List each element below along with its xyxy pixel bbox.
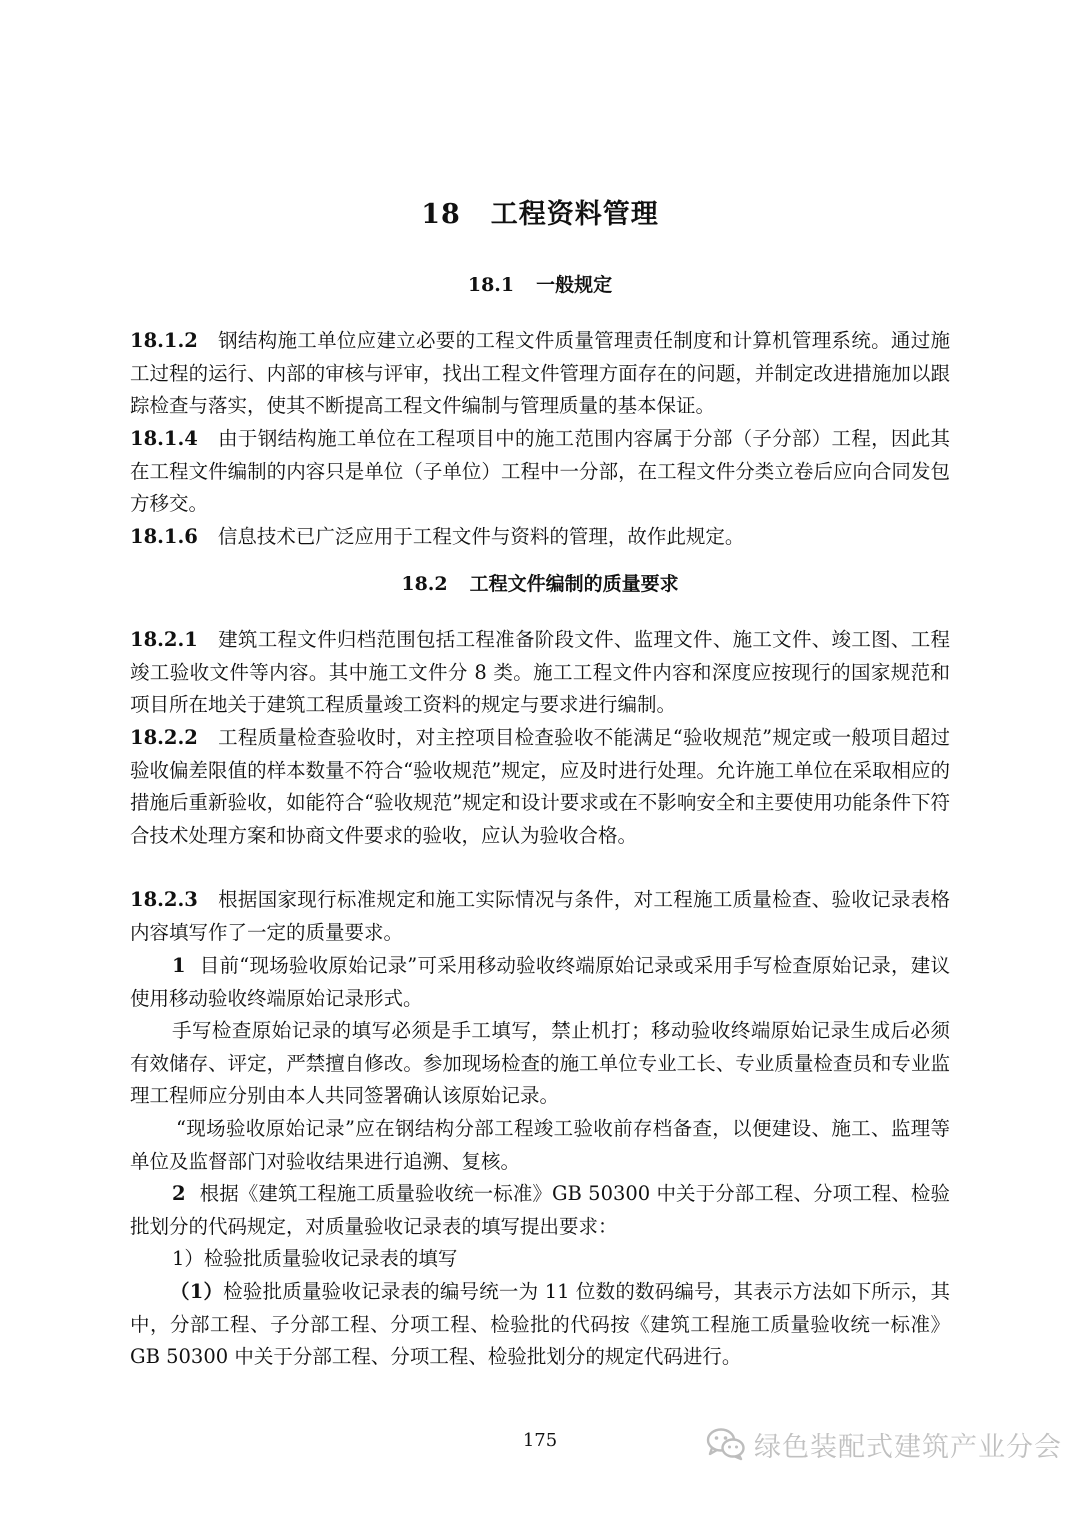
clause-number: 18.1.6 bbox=[130, 525, 198, 548]
item-text: 目前“现场验收原始记录”可采用移动验收终端原始记录或采用手写检查原始记录，建议使用移动验收终端原始记录形式。 bbox=[130, 954, 950, 1010]
clause-18-1-2 bbox=[130, 325, 950, 423]
clause-number: 18.2.3 bbox=[130, 888, 198, 911]
clause-text: 工程质量检查验收时，对主控项目检查验收不能满足“验收规范”规定或一般项目超过验收偏差限值的样本数量不符合“验收规范”规定，应及时进行处理。允许施工单位在采取相应的措施后重新验收，如能符合“验收规范”规定和设计要求或在不影响安全和主要使用功能条件下符合技术处理方案和协商文件要求的验收，应认为验收合格。 bbox=[130, 726, 950, 847]
sub-item-number: （1） bbox=[170, 1280, 224, 1303]
watermark-text: 绿色装配式建筑产业分会 bbox=[754, 1431, 1062, 1463]
sub-item-1-1 bbox=[130, 1276, 950, 1374]
clause-number: 18.2.2 bbox=[130, 726, 198, 749]
sub-item-text: 检验批质量验收记录表的编号统一为 11 位数的数码编号，其表示方法如下所示，其中，分部工程、子分部工程、分项工程、检验批的代码按《建筑工程施工质量验收统一标准》GB 50300 中关于分部工程、分项工程、检验批划分的规定代码进行。 bbox=[130, 1280, 950, 1368]
chapter-title bbox=[0, 192, 1080, 231]
watermark bbox=[706, 1422, 1062, 1466]
item-1-paragraph-3 bbox=[130, 1113, 950, 1178]
clause-18-1-4 bbox=[130, 423, 950, 521]
clause-number: 18.1.4 bbox=[130, 427, 198, 450]
clause-18-2-2 bbox=[130, 722, 950, 852]
item-2 bbox=[130, 1178, 950, 1243]
clause-text: 信息技术已广泛应用于工程文件与资料的管理，故作此规定。 bbox=[217, 525, 745, 548]
clause-text: 由于钢结构施工单位在工程项目中的施工范围内容属于分部（子分部）工程，因此其在工程文件编制的内容只是单位（子单位）工程中一分部，在工程文件分类立卷后应向合同发包方移交。 bbox=[130, 427, 950, 515]
chapter-title-text: 工程资料管理 bbox=[490, 199, 659, 230]
clause-text: 建筑工程文件归档范围包括工程准备阶段文件、监理文件、施工文件、竣工图、工程竣工验收文件等内容。其中施工文件分 8 类。施工工程文件内容和深度应按现行的国家规范和项目所在地关于建筑工程质量竣工资料的规定与要求进行编制。 bbox=[130, 628, 950, 716]
clause-number: 18.1.2 bbox=[130, 329, 198, 352]
clause-18-2-3 bbox=[130, 884, 950, 949]
section-title-text: 工程文件编制的质量要求 bbox=[469, 573, 679, 595]
clause-text: 钢结构施工单位应建立必要的工程文件质量管理责任制度和计算机管理系统。通过施工过程的运行、内部的审核与评审，找出工程文件管理方面存在的问题，并制定改进措施加以跟踪检查与落实，使其不断提高工程文件编制与管理质量的基本保证。 bbox=[130, 329, 950, 417]
chapter-number: 18 bbox=[421, 199, 461, 230]
clause-18-1-6 bbox=[130, 521, 950, 554]
sub-item-text: 1）检验批质量验收记录表的填写 bbox=[172, 1247, 458, 1270]
section-number: 18.2 bbox=[401, 573, 448, 595]
item-1-paragraph-2 bbox=[130, 1015, 950, 1113]
section-title-18-2 bbox=[0, 569, 1080, 596]
clause-text: 根据国家现行标准规定和施工实际情况与条件，对工程施工质量检查、验收记录表格内容填写作了一定的质量要求。 bbox=[130, 888, 950, 944]
item-number: 2 bbox=[172, 1182, 186, 1205]
paragraph-text: 手写检查原始记录的填写必须是手工填写，禁止机打；移动验收终端原始记录生成后必须有效储存、评定，严禁擅自修改。参加现场检查的施工单位专业工长、专业质量检查员和专业监理工程师应分别由本人共同签署确认该原始记录。 bbox=[130, 1019, 950, 1107]
page-number: 175 bbox=[522, 1430, 558, 1451]
section-title-18-1 bbox=[0, 270, 1080, 297]
item-text: 根据《建筑工程施工质量验收统一标准》GB 50300 中关于分部工程、分项工程、检验批划分的代码规定，对质量验收记录表的填写提出要求： bbox=[130, 1182, 950, 1238]
sub-item-1 bbox=[130, 1243, 950, 1276]
paragraph-text: “现场验收原始记录”应在钢结构分部工程竣工验收前存档备查，以便建设、施工、监理等单位及监督部门对验收结果进行追溯、复核。 bbox=[130, 1117, 950, 1173]
section-number: 18.1 bbox=[467, 274, 515, 296]
item-number: 1 bbox=[172, 954, 186, 977]
wechat-icon bbox=[706, 1427, 746, 1461]
clause-18-2-1 bbox=[130, 624, 950, 722]
clause-number: 18.2.1 bbox=[130, 628, 198, 651]
item-1 bbox=[130, 950, 950, 1015]
section-title-text: 一般规定 bbox=[536, 274, 613, 296]
